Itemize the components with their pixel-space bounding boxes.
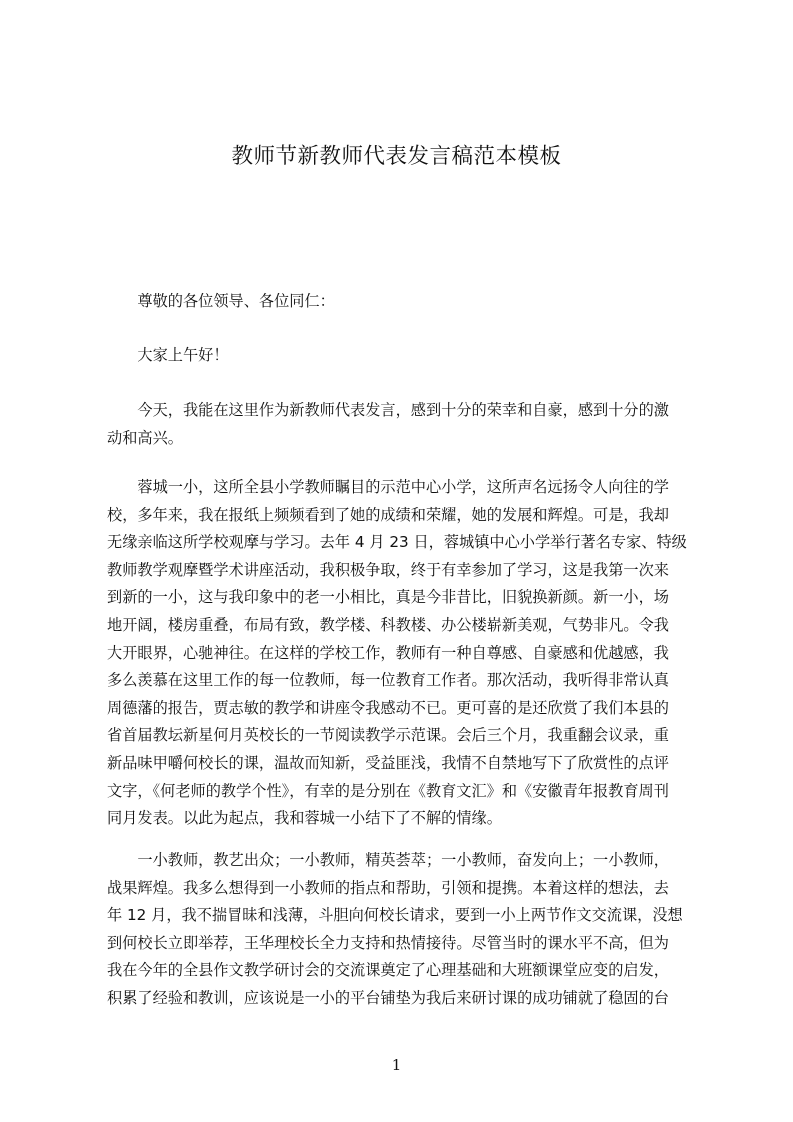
paragraph-salutation xyxy=(107,288,697,316)
document-title: 教师节新教师代表发言稿范本模板 xyxy=(231,144,562,169)
text-line: 省首届教坛新星何月英校长的一节阅读教学示范课。会后三个月，我重翻会议录，重 xyxy=(107,726,669,745)
text-line: 大开眼界，心驰神往。在这样的学校工作，教师有一种自尊感、自豪感和优越感，我 xyxy=(107,643,669,662)
text-line: 到何校长立即举荐，王华理校长全力支持和热情接待。尽管当时的课水平不高，但为 xyxy=(107,933,669,952)
text-line: 今天，我能在这里作为新教师代表发言，感到十分的荣幸和自豪，感到十分的激 xyxy=(107,401,669,419)
text-line: 动和高兴。 xyxy=(107,428,183,447)
text-line: 新品味甲嚼何校长的课，温故而知新，受益匪浅，我情不自禁地写下了欣赏性的点评 xyxy=(107,753,669,772)
text-line: 战果辉煌。我多么想得到一小教师的指点和帮助，引领和提携。本着这样的想法，去 xyxy=(107,878,669,897)
text-line: 一小教师，教艺出众；一小教师，精英荟萃；一小教师，奋发向上；一小教师， xyxy=(107,851,669,869)
text-line: 到新的一小，这与我印象中的老一小相比，真是今非昔比，旧貌换新颜。新一小，场 xyxy=(107,588,669,607)
text-line: 尊敬的各位领导、各位同仁： xyxy=(107,292,335,310)
text-line: 地开阔，楼房重叠，布局有致，教学楼、科教楼、办公楼崭新美观，气势非凡。令我 xyxy=(107,615,669,634)
page-number: 1 xyxy=(391,1056,402,1074)
text-line: 无缘亲临这所学校观摩与学习。去年 4 月 23 日，蓉城镇中心小学举行著名专家、特级 xyxy=(107,533,687,552)
text-line: 教师教学观摩暨学术讲座活动，我积极争取，终于有幸参加了学习，这是我第一次来 xyxy=(107,560,669,579)
text-line: 文字，《何老师的教学个性》，有幸的是分别在《教育文汇》和《安徽青年报教育周刊 xyxy=(107,781,669,800)
paragraph-school xyxy=(107,474,697,833)
text-line: 蓉城一小，这所全县小学教师瞩目的示范中心小学，这所声名远扬令人向往的学 xyxy=(107,478,669,496)
text-line: 多么羡慕在这里工作的每一位教师，每一位教育工作者。那次活动，我听得非常认真 xyxy=(107,671,669,690)
paragraph-teachers xyxy=(107,847,697,1013)
paragraph-intro xyxy=(107,397,697,452)
text-line: 校，多年来，我在报纸上频频看到了她的成绩和荣耀，她的发展和辉煌。可是，我却 xyxy=(107,505,669,524)
text-line: 大家上午好！ xyxy=(107,346,229,364)
text-line: 周德藩的报告，贾志敏的教学和讲座令我感动不已。更可喜的是还欣赏了我们本县的 xyxy=(107,698,669,717)
text-line: 我在今年的全县作文教学研讨会的交流课奠定了心理基础和大班额课堂应变的启发， xyxy=(107,961,669,980)
text-line: 积累了经验和教训，应该说是一小的平台铺垫为我后来研讨课的成功铺就了稳固的台 xyxy=(107,988,669,1007)
text-line: 年 12 月，我不揣冒昧和浅薄，斗胆向何校长请求，要到一小上两节作文交流课，没想 xyxy=(107,906,683,925)
paragraph-greeting xyxy=(107,342,697,370)
text-line: 同月发表。以此为起点，我和蓉城一小结下了不解的情缘。 xyxy=(107,809,502,828)
